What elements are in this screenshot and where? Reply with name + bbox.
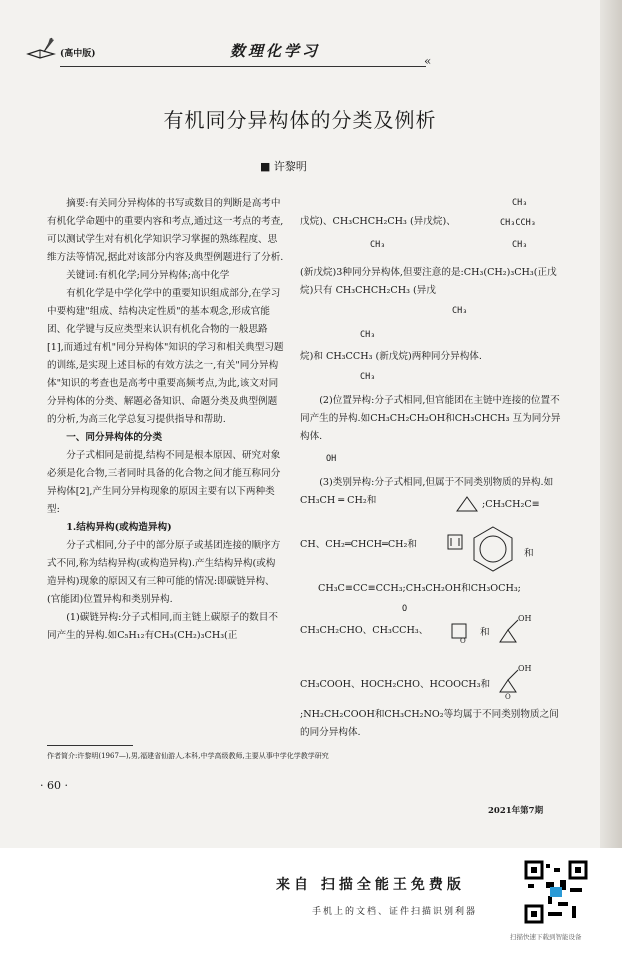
cyclopropane-icon <box>456 496 478 512</box>
carbonyl-oxygen: O <box>402 604 408 614</box>
class-isomer-4a: CH₃CH₂CHO、CH₃CCH₃、 <box>300 625 429 636</box>
neopentane-bottom-2: CH₃ <box>360 372 376 382</box>
subsection-heading: 1.结构异构(或构造异构) <box>66 522 172 533</box>
neopentane-line: 烷)和 CH₃CCH₃ (新戊烷)两种同分异构体. <box>300 351 482 362</box>
svg-text:OH: OH <box>518 664 532 673</box>
journal-edition: (高中版) <box>60 49 96 59</box>
oxetane-ring-icon <box>448 620 472 644</box>
class-isomer-1: (3)类别异构:分子式相同,但属于不同类别物质的异构.如CH₃CH ═ CH₂和 <box>300 477 554 506</box>
position-isomer-text: (2)位置异构:分子式相同,但官能团在主链中连接的位置不同产生的异构.如CH₃CH₂CH₂OH和CH₃CHCH₃ 互为同分异构体. <box>300 395 561 442</box>
class-isomer-6: ;NH₂CH₂COOH和CH₃CH₂NO₂等均属于不同类别物质之间的同分异构体. <box>300 709 559 738</box>
isomer-note: (新戊烷)3种同分异构体,但要注意的是:CH₃(CH₂)₃CH₃(正戊烷)只有 CH₃CHCH₂CH₃ (异戊 <box>300 267 557 296</box>
article-title: 有机同分异构体的分类及例析 <box>163 108 437 132</box>
journal-name: 数理化学习 <box>230 42 321 60</box>
isopentane-branch: CH₃ <box>370 240 386 250</box>
page-number: · 60 · <box>40 779 68 792</box>
benzene-ring-icon <box>468 524 518 574</box>
keywords: 关键词:有机化学;同分异构体;高中化学 <box>66 270 230 281</box>
svg-text:OH: OH <box>518 614 532 623</box>
right-para-1 <box>300 264 562 300</box>
isopentane-branch-2: CH₃ <box>452 306 468 316</box>
abstract: 摘要:有关同分异构体的书写或数目的判断是高考中有机化学命题中的重要内容和考点,通过这一考点的考查,可以测试学生对有机化学知识学习掌握的熟练程度、思维方法等情况,据此对该部分内容及典型例题进行了分析. <box>47 198 284 263</box>
neopentane-top-2: CH₃ <box>360 330 376 340</box>
book-quill-logo-icon <box>26 36 56 60</box>
qr-caption: 扫描快速下载到智能设备 <box>510 933 582 941</box>
left-column <box>47 195 284 645</box>
carbon-chain-text: (1)碳链异构:分子式相同,而主链上碳原子的数目不同产生的异构.如C₅H₁₂有CH₃(CH₂)₃CH₃(正 <box>47 612 278 641</box>
class-isomer-1b: ;CH₃CH₂C≡ <box>482 499 540 510</box>
scanner-promo-title: 来自 扫描全能王免费版 <box>276 877 465 893</box>
svg-text:O: O <box>460 637 466 644</box>
class-isomer-3: CH₃C≡CC≡CCH₃;CH₃CH₂OH和CH₃OCH₃; <box>318 583 521 594</box>
scanner-promo-subtitle: 手机上的文档、证件扫描识别利器 <box>312 907 478 917</box>
right-para-3 <box>300 392 562 446</box>
right-para-2 <box>300 348 562 366</box>
journal-header <box>20 32 432 72</box>
cyclobutadiene-icon <box>446 533 464 551</box>
class-isomer-2b: 和 <box>524 548 534 559</box>
neopentane-bottom-methyl: CH₃ <box>512 240 528 250</box>
page-binding-shadow <box>600 0 622 848</box>
class-isomer-4b: 和 <box>480 627 490 638</box>
intro-paragraph: 有机化学是中学化学中的重要知识组成部分,在学习中要构建"组成、结构决定性质"的基本观念,形成官能团、化学键与反应类型来认识有机化合物的一般思路[1],而通过有机"同分异构体"知识的学习和相关典型习题的训练,是实现上述目标的有效方法之一,有关"同分异构体"知识的考查也是高考中重要高频考点,为此,该文对同分异构体的分类、解题必备知识、命题分类及典型例题的分析,为高三化学总复习提供指导和帮助. <box>47 288 284 425</box>
class-isomer-5: CH₃COOH、HOCH₂CHO、HCOOCH₃和 <box>300 679 491 690</box>
download-qr-code-icon[interactable] <box>524 860 588 924</box>
author-footnote: 作者简介:许黎明(1967—),男,福建省仙游人,本科,中学高级教师,主要从事中学化学教学研究 <box>47 752 329 760</box>
isopentane-line: 戊烷)、CH₃CHCH₂CH₃ (异戊烷)、 <box>300 216 456 227</box>
class-isomer-2: CH、CH₂═CHCH═CH₂和 <box>300 539 417 550</box>
subsection-text: 分子式相同,分子中的部分原子或基团连接的顺序方式不同,称为结构异构(或构造异构).产生结构异构(或构造异构)现象的原因又有三种可能的情况:即碳链异构、(官能团)位置异构和类别异构. <box>47 540 281 605</box>
cyclopropanol-ring-icon <box>494 612 534 648</box>
section-text: 分子式相同是前提,结构不同是根本原因、研究对象必须是化合物,三者同时具备的化合物之间才能互称同分异构体[2],产生同分异构现象的原因主要有以下两种类型: <box>47 450 281 515</box>
header-decoration: « <box>424 54 432 68</box>
svg-text:O: O <box>505 693 511 700</box>
header-rule <box>60 66 426 67</box>
neopentane-chain: CH₃CCH₃ <box>500 218 536 228</box>
footnote-rule <box>47 745 133 746</box>
issue-label: 2021年第7期 <box>488 806 544 816</box>
section-heading: 一、同分异构体的分类 <box>66 432 163 443</box>
hydroxyl-label: OH <box>326 454 337 464</box>
epoxide-ring-icon <box>494 662 534 700</box>
right-para-6 <box>300 706 562 742</box>
neopentane-top-methyl: CH₃ <box>512 198 528 208</box>
article-author: ■ 许黎明 <box>260 160 307 173</box>
